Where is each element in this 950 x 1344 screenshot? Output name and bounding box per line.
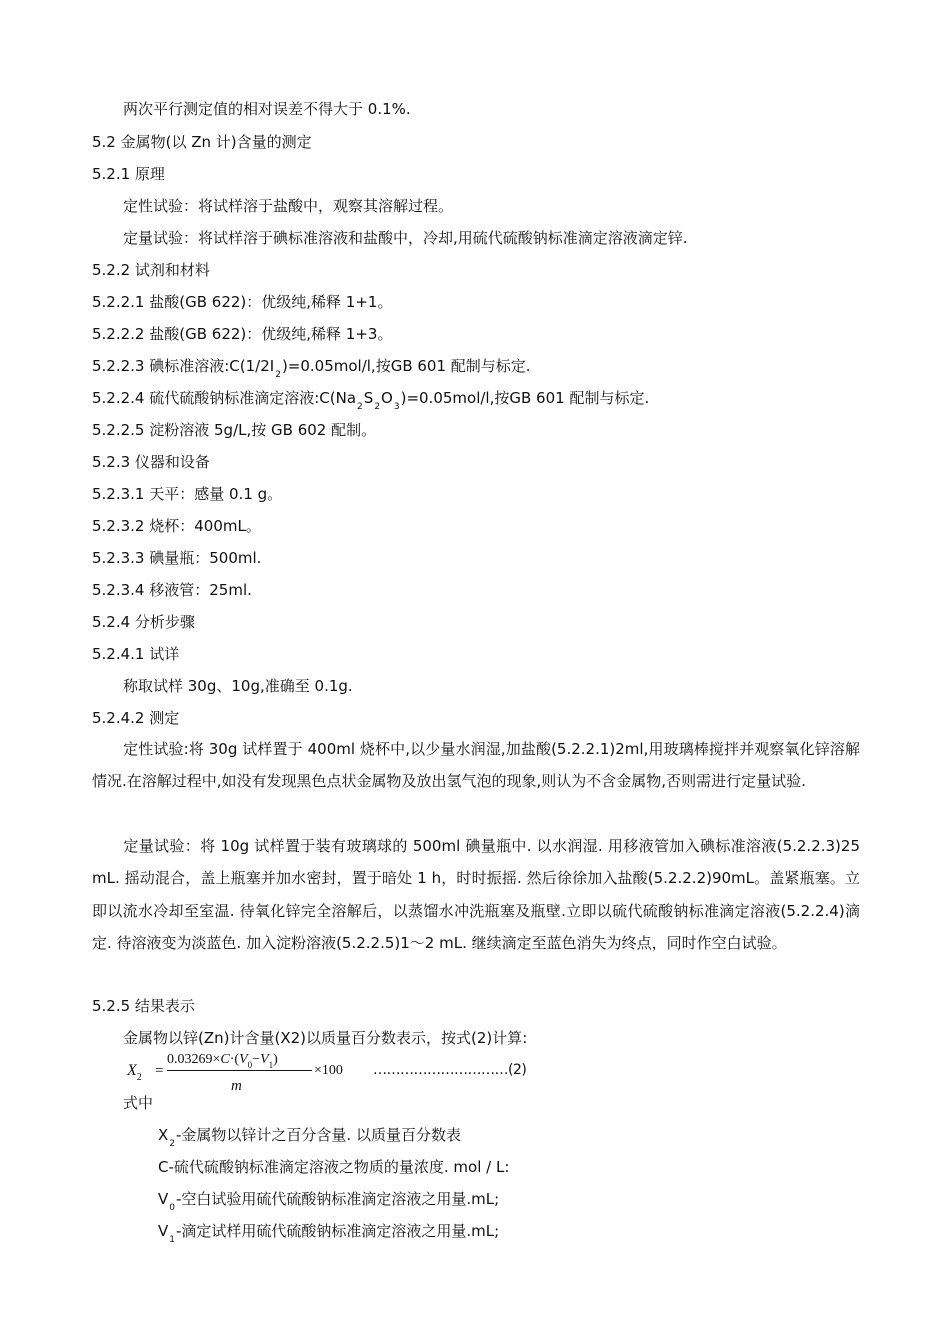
reagent-text: 5.2.2.3 碘标准溶液:C(1/2I xyxy=(92,357,275,375)
text-line: 金属物以锌(Zn)计含量(X2)以质量百分数表示，按式(2)计算: xyxy=(123,1029,528,1047)
section-heading-5-2-3: 5.2.3 仪器和设备 xyxy=(92,453,210,471)
equipment-item: 5.2.3.1 天平：感量 0.1 g。 xyxy=(92,485,283,503)
definition-text: -空白试验用硫代硫酸钠标准滴定溶液之用量.mL; xyxy=(176,1190,500,1208)
reagent-text: 5.2.2.4 硫代硫酸钠标准滴定溶液:C(Na xyxy=(92,389,357,407)
paragraph-text: 定量试验：将 10g 试样置于装有玻璃球的 500ml 碘量瓶中. 以水润湿. 用移液管加入碘标准溶液(5.2.2.3)25 mL. 摇动混合，盖上瓶塞并加水密封，置于暗处 1 h，时时振摇. 然后徐徐加入盐酸(5.2.2.2)90mL。盖紧瓶塞。立即以流水冷却至室温. 待氧化锌完全溶解后，以蒸馏水冲洗瓶塞及瓶壁.立即以硫代硫酸钠标准滴定溶液(5.2.2.4)滴定. 待溶液变为淡蓝色. 加入淀粉溶液(5.2.2.5)1～2 mL. 继续滴定至蓝色消失为终点，同时作空白试验。 xyxy=(92,837,860,952)
subscript: 1 xyxy=(169,1235,175,1245)
definition-x2 xyxy=(158,1125,461,1149)
section-heading-5-2-2: 5.2.2 试剂和材料 xyxy=(92,261,210,279)
subscript: 2 xyxy=(169,1139,176,1149)
definition-v0 xyxy=(158,1189,500,1213)
text-line: 称取试样 30g、10g,准确至 0.1g. xyxy=(123,677,353,695)
section-heading-5-2: 5.2 金属物(以 Zn 计)含量的测定 xyxy=(92,133,312,151)
formula-multiplier: ×100 xyxy=(314,1063,343,1078)
subscript: 0 xyxy=(169,1203,175,1213)
subscript: 2 xyxy=(374,402,381,412)
text-line: 两次平行测定值的相对误差不得大于 0.1%. xyxy=(123,100,411,118)
definition-text: -金属物以锌计之百分含量. 以质量百分数表 xyxy=(176,1126,461,1144)
paragraph-text: 定性试验:将 30g 试样置于 400ml 烧杯中,以少量水润湿,加盐酸(5.2.2.1)2ml,用玻璃棒搅拌并观察氧化锌溶解情况.在溶解过程中,如没有发现黑色点状金属物及放出氢气泡的现象,则认为不含金属物,否则需进行定量试验. xyxy=(92,740,860,790)
subscript: 2 xyxy=(275,370,281,380)
reagent-text: )=0.05mol/l,按GB 601 配制与标定. xyxy=(281,357,531,375)
section-heading-5-2-5: 5.2.5 结果表示 xyxy=(92,997,195,1015)
formula-numerator: $0.03269\times C\cdot(V_0-V_1)$ xyxy=(167,1052,278,1070)
section-heading-5-2-4-2: 5.2.4.2 测定 xyxy=(92,709,180,727)
definition-c: C-硫代硫酸钠标准滴定溶液之物质的量浓度. mol / L: xyxy=(158,1158,510,1176)
reagent-item: 5.2.2.1 盐酸(GB 622)：优级纯,稀释 1+1。 xyxy=(92,293,393,311)
fraction-bar xyxy=(167,1070,312,1071)
definition-v1 xyxy=(158,1221,500,1245)
text-line: 式中 xyxy=(123,1094,154,1112)
section-heading-5-2-1: 5.2.1 原理 xyxy=(92,165,165,183)
definition-text: -滴定试样用硫代硫酸钠标准滴定溶液之用量.mL; xyxy=(176,1222,500,1240)
symbol: V xyxy=(158,1190,169,1208)
equipment-item: 5.2.3.4 移液管：25ml. xyxy=(92,581,252,599)
formula-2 xyxy=(127,1052,587,1094)
equipment-item: 5.2.3.2 烧杯：400mL。 xyxy=(92,517,261,535)
formula-equals: = xyxy=(155,1063,164,1079)
equipment-item: 5.2.3.3 碘量瓶：500ml. xyxy=(92,549,262,567)
reagent-item: 5.2.2.5 淀粉溶液 5g/L,按 GB 602 配制。 xyxy=(92,421,377,439)
reagent-item-iodine xyxy=(92,356,531,380)
section-heading-5-2-4-1: 5.2.4.1 试详 xyxy=(92,645,180,663)
subscript: 3 xyxy=(393,402,400,412)
reagent-text: )=0.05mol/l,按GB 601 配制与标定. xyxy=(400,389,650,407)
section-heading-5-2-4: 5.2.4 分析步骤 xyxy=(92,613,195,631)
formula-lhs: $X_2$ xyxy=(127,1062,142,1083)
formula-number: …………………………(2) xyxy=(373,1062,527,1078)
subscript: 2 xyxy=(357,402,363,412)
reagent-text: O xyxy=(381,389,393,407)
qualitative-paragraph xyxy=(92,734,860,797)
reagent-item-thiosulfate xyxy=(92,388,650,412)
formula-denominator: m xyxy=(231,1078,242,1094)
reagent-item: 5.2.2.2 盐酸(GB 622)：优级纯,稀释 1+3。 xyxy=(92,325,393,343)
text-line: 定量试验：将试样溶于碘标准溶液和盐酸中，冷却,用硫代硫酸钠标准滴定溶液滴定锌. xyxy=(123,229,688,247)
symbol: V xyxy=(158,1222,169,1240)
quantitative-paragraph xyxy=(92,830,860,959)
text-line: 定性试验：将试样溶于盐酸中，观察其溶解过程。 xyxy=(123,197,454,215)
reagent-text: S xyxy=(363,389,374,407)
symbol: X xyxy=(158,1126,169,1144)
